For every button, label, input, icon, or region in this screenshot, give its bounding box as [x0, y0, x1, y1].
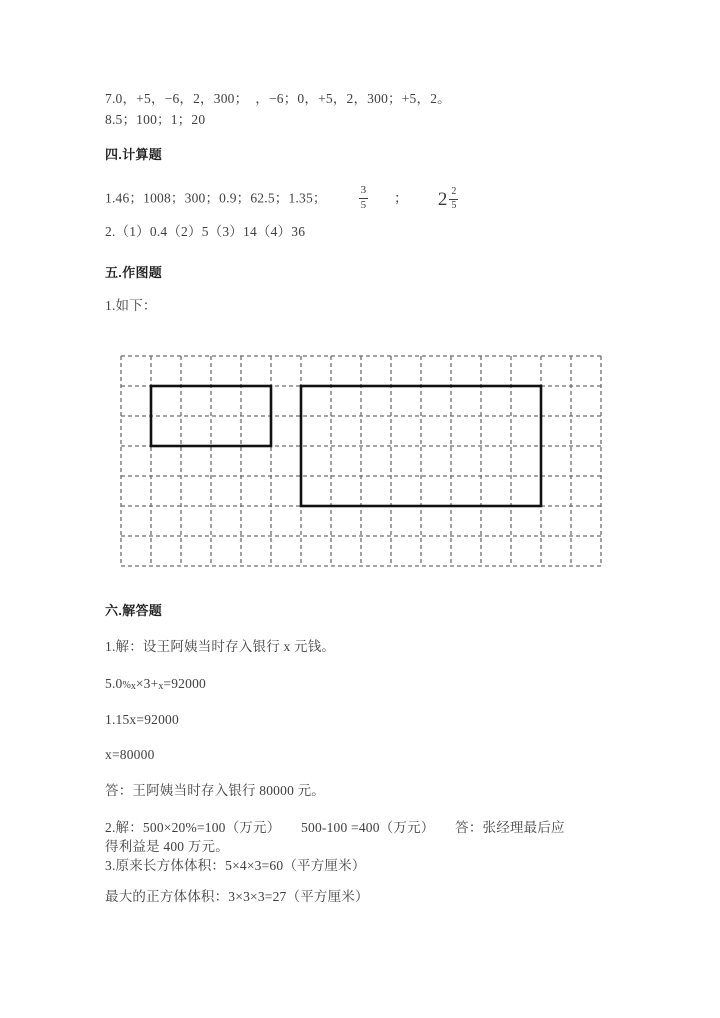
solution-3-line-1: 3.原来长方体体积：5×4×3=60（平方厘米）	[105, 858, 366, 873]
fraction-denominator: 5	[360, 198, 367, 211]
section-five-item-1-wrap	[105, 296, 620, 316]
solution-1-equation-2: 1.15x=92000	[105, 712, 179, 727]
grid-canvas	[120, 355, 602, 567]
solution-2-wrap	[105, 818, 620, 875]
mixed-number-two-and-two-fifths	[438, 187, 461, 211]
equation-prefix: 5.0	[105, 676, 123, 691]
mixed-denominator: 5	[451, 199, 457, 211]
calc-item1-prefix: 1.46；1008；300；0.9；62.5；1.35；	[105, 190, 327, 206]
answer-line-8: 8.5；100；1；20	[105, 112, 206, 127]
section-five-heading: 五.作图题	[105, 265, 163, 280]
mixed-fraction-part	[449, 187, 458, 211]
grid-drawing-figure	[120, 355, 602, 567]
solution-3-wrap	[105, 887, 620, 907]
variable-x-2: x	[158, 681, 164, 692]
equation-middle: ×3+	[135, 676, 159, 691]
section-six-heading-wrap	[105, 600, 620, 619]
solution-2-line-1: 2.解：500×20%=100（万元） 500-100 =400（万元） 答：张经理最后应	[105, 820, 565, 835]
solution-1-answer: 答：王阿姨当时存入银行 80000 元。	[105, 783, 325, 798]
answer-line-7: 7.0，+5，−6，2，300； ，−6；0，+5，2，300；+5，2。	[105, 91, 451, 106]
section-four-heading-wrap	[105, 144, 620, 163]
solution-3-line-2: 最大的正方体体积：3×3×3=27（平方厘米）	[105, 889, 369, 904]
fraction-numerator: 3	[360, 184, 367, 196]
solution-1-equation-1	[105, 674, 620, 694]
section-four-item-2-wrap	[105, 222, 620, 242]
section-five-heading-wrap	[105, 262, 620, 281]
calc-separator: ；	[394, 190, 408, 206]
calc-item2: 2.（1）0.4（2）5（3）14（4）36	[105, 224, 306, 239]
mixed-numerator: 2	[451, 186, 457, 198]
percent-sign: %	[122, 680, 131, 691]
solution-1-result-wrap	[105, 745, 620, 765]
equation-suffix: =92000	[163, 676, 206, 691]
answers-top-block	[105, 88, 620, 130]
draw-item1: 1.如下：	[105, 298, 157, 313]
solution-1-answer-wrap	[105, 781, 620, 801]
section-six-heading: 六.解答题	[105, 603, 163, 618]
solution-1-result: x=80000	[105, 747, 155, 762]
solution-1-equation-2-wrap	[105, 710, 620, 730]
variable-x-1: x	[130, 681, 136, 692]
solution-2-line-2: 得利益是 400 万元。	[105, 839, 229, 854]
section-four-item-1	[105, 186, 620, 212]
solution-1-setup: 1.解：设王阿姨当时存入银行 x 元钱。	[105, 639, 336, 654]
mixed-whole-part: 2	[437, 188, 448, 210]
solution-1-wrap	[105, 637, 620, 657]
fraction-three-fifths	[359, 185, 369, 211]
section-four-heading: 四.计算题	[105, 147, 163, 162]
